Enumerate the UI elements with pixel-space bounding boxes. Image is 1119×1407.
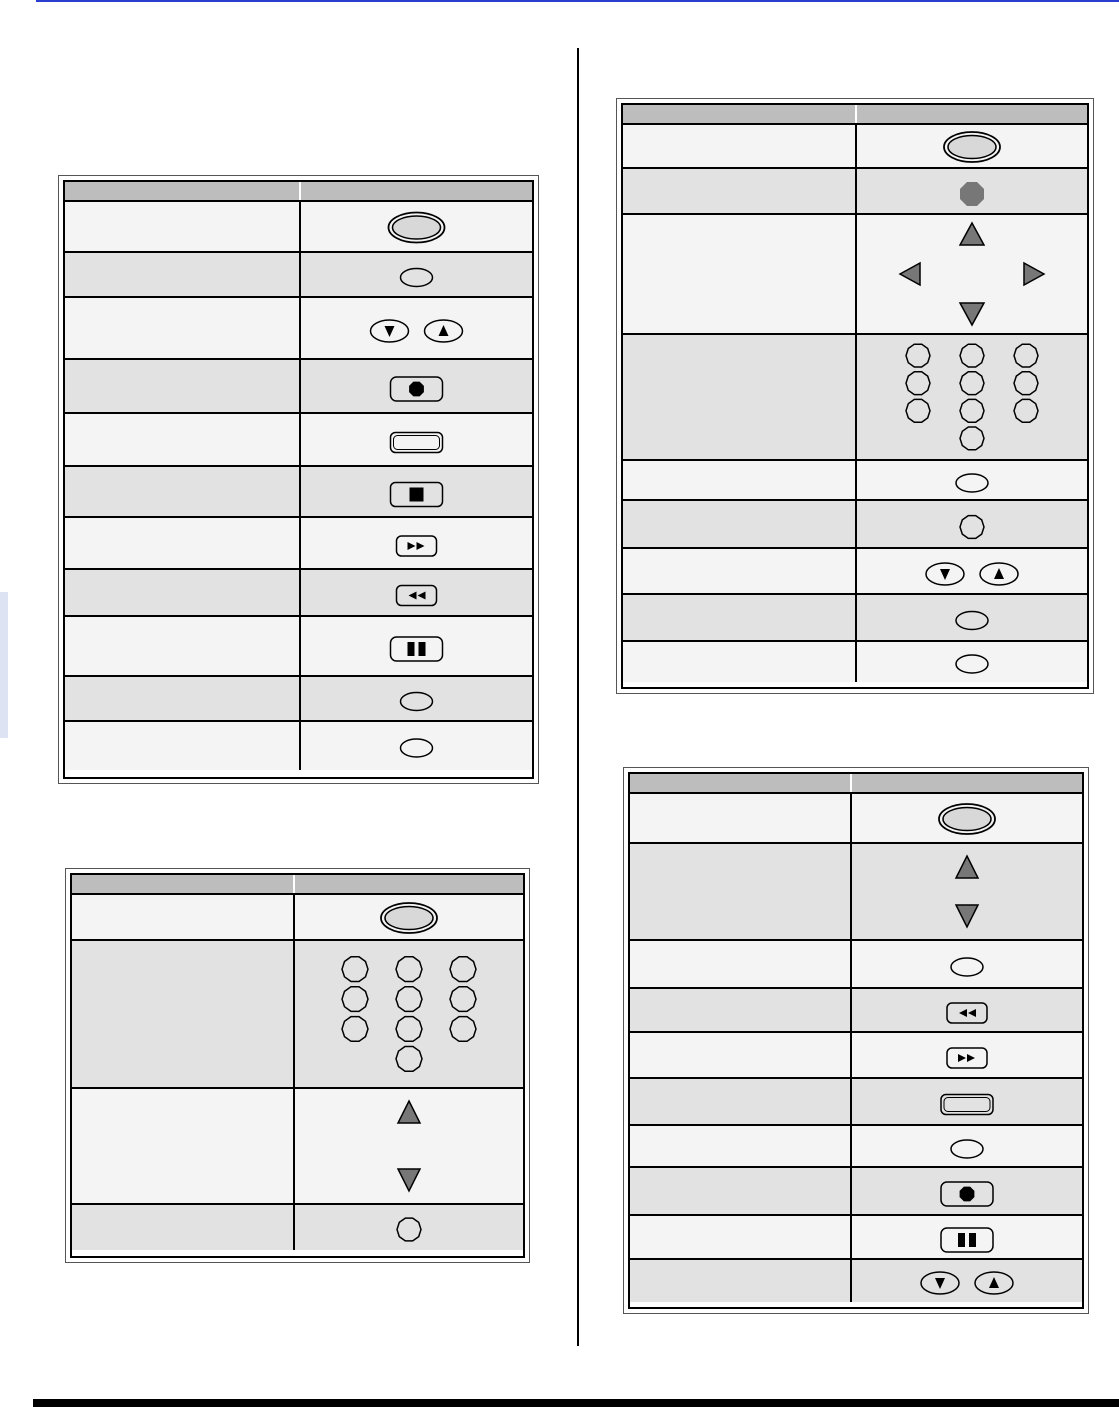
blank-rect-button-icon: [852, 1079, 1082, 1124]
header-cell-feature: [72, 875, 295, 893]
table-row: [630, 844, 1082, 941]
bottom-rule: [33, 1399, 1119, 1407]
large-oval-button-icon: [295, 895, 523, 939]
feature-label: [65, 570, 301, 615]
feature-label: [72, 941, 295, 1087]
table-row: [65, 518, 532, 570]
table-top-left: [58, 175, 539, 784]
feature-label: [65, 202, 301, 251]
table-bottom-right: [623, 767, 1089, 1314]
table-row: [630, 1126, 1082, 1168]
table-row: [623, 335, 1087, 461]
table-row: [65, 298, 532, 360]
button-cell: [852, 1260, 1082, 1302]
large-oval-button-icon: [852, 794, 1082, 842]
table-row: [630, 989, 1082, 1033]
header-cell-button: [852, 774, 1082, 792]
small-oval-button-icon: [857, 461, 1087, 499]
button-cell: [301, 467, 532, 516]
table-row: [623, 642, 1087, 682]
feature-label: [65, 253, 301, 296]
feature-label: [623, 642, 857, 682]
header-cell-feature: [65, 182, 301, 200]
button-cell: [295, 1205, 523, 1250]
feature-label: [630, 844, 852, 939]
fast-forward-button-icon: [852, 1033, 1082, 1077]
table-header: [72, 875, 523, 895]
button-cell: [857, 335, 1087, 459]
small-oval-button-icon: [301, 722, 532, 768]
feature-label: [630, 1126, 852, 1166]
round-button-icon: [857, 501, 1087, 547]
large-oval-button-icon: [857, 125, 1087, 167]
table-header: [630, 774, 1082, 794]
table-row: [72, 895, 523, 941]
button-cell: [301, 677, 532, 720]
header-cell-feature: [630, 774, 852, 792]
table-row: [630, 1260, 1082, 1302]
header-cell-button: [295, 875, 523, 893]
table-header: [623, 105, 1087, 125]
small-oval-button-icon: [301, 253, 532, 296]
side-tab: [0, 592, 8, 738]
feature-label: [65, 722, 301, 770]
feature-label: [630, 1260, 852, 1302]
pause-button-icon: [301, 617, 532, 675]
up-down-arrow-buttons-icon: [852, 1260, 1082, 1300]
table-row: [623, 549, 1087, 595]
directional-pad-icon: [857, 215, 1087, 333]
feature-label: [65, 298, 301, 358]
table-row: [65, 570, 532, 617]
feature-label: [630, 1033, 852, 1077]
feature-label: [630, 989, 852, 1031]
table-row: [65, 253, 532, 298]
feature-label: [65, 617, 301, 675]
table-row: [630, 941, 1082, 989]
table-row: [623, 169, 1087, 215]
feature-label: [630, 1079, 852, 1124]
feature-label: [630, 794, 852, 842]
button-cell: [852, 844, 1082, 939]
small-oval-button-icon: [852, 941, 1082, 987]
feature-label: [623, 595, 857, 640]
small-oval-button-icon: [857, 642, 1087, 680]
table-row: [630, 1168, 1082, 1216]
button-cell: [857, 642, 1087, 682]
button-cell: [852, 1126, 1082, 1166]
table-frame: [70, 873, 525, 1258]
table-row: [72, 1205, 523, 1250]
button-cell: [301, 360, 532, 412]
blank-rect-button-icon: [301, 414, 532, 465]
table-row: [623, 215, 1087, 335]
table-row: [65, 202, 532, 253]
feature-label: [623, 169, 857, 213]
octagon-button-icon: [857, 169, 1087, 213]
button-cell: [301, 202, 532, 251]
button-cell: [301, 518, 532, 568]
up-down-triangles-icon: [295, 1089, 523, 1203]
feature-label: [630, 1168, 852, 1214]
small-oval-button-icon: [857, 595, 1087, 640]
feature-label: [630, 941, 852, 987]
button-cell: [857, 169, 1087, 213]
feature-label: [65, 518, 301, 568]
button-cell: [852, 1168, 1082, 1214]
feature-label: [623, 125, 857, 167]
table-row: [630, 1033, 1082, 1079]
header-cell-button: [301, 182, 532, 200]
button-cell: [295, 941, 523, 1087]
table-row: [65, 677, 532, 722]
button-cell: [295, 895, 523, 939]
small-oval-button-icon: [301, 677, 532, 720]
table-top-right: [616, 98, 1094, 694]
button-cell: [852, 1079, 1082, 1124]
button-cell: [852, 941, 1082, 987]
header-cell-feature: [623, 105, 857, 123]
feature-label: [630, 1216, 852, 1258]
feature-label: [623, 501, 857, 547]
table-row: [630, 794, 1082, 844]
button-cell: [852, 1033, 1082, 1077]
button-cell: [857, 125, 1087, 167]
feature-label: [72, 895, 295, 939]
stop-button-icon: [301, 467, 532, 516]
small-oval-button-icon: [852, 1126, 1082, 1166]
button-cell: [301, 414, 532, 465]
record-button-icon: [301, 360, 532, 412]
table-frame: [63, 180, 534, 779]
button-cell: [857, 215, 1087, 333]
feature-label: [623, 549, 857, 593]
button-cell: [301, 722, 532, 770]
button-cell: [301, 298, 532, 358]
table-frame: [628, 772, 1084, 1309]
record-button-icon: [852, 1168, 1082, 1214]
table-row: [623, 595, 1087, 642]
up-down-triangles-icon: [852, 844, 1082, 939]
table-row: [623, 461, 1087, 501]
table-row: [65, 414, 532, 467]
feature-label: [65, 360, 301, 412]
table-row: [630, 1216, 1082, 1260]
button-cell: [857, 549, 1087, 593]
fast-forward-button-icon: [301, 518, 532, 568]
table-row: [623, 501, 1087, 549]
table-frame: [621, 103, 1089, 689]
table-header: [65, 182, 532, 202]
feature-label: [72, 1089, 295, 1203]
rewind-button-icon: [852, 989, 1082, 1031]
table-row: [623, 125, 1087, 169]
table-row: [65, 617, 532, 677]
table-row: [630, 1079, 1082, 1126]
top-rule: [36, 0, 1119, 2]
feature-label: [65, 677, 301, 720]
large-oval-button-icon: [301, 202, 532, 251]
feature-label: [623, 215, 857, 333]
rewind-button-icon: [301, 570, 532, 615]
button-cell: [852, 1216, 1082, 1258]
table-row: [65, 360, 532, 414]
number-keypad-icon: [857, 335, 1087, 459]
table-row: [65, 467, 532, 518]
up-down-arrow-buttons-icon: [301, 298, 532, 358]
button-cell: [857, 501, 1087, 547]
column-divider: [577, 48, 579, 1346]
button-cell: [301, 617, 532, 675]
feature-label: [65, 414, 301, 465]
feature-label: [623, 461, 857, 499]
button-cell: [852, 794, 1082, 842]
button-cell: [295, 1089, 523, 1203]
feature-label: [72, 1205, 295, 1250]
button-cell: [852, 989, 1082, 1031]
feature-label: [623, 335, 857, 459]
table-row: [72, 941, 523, 1089]
round-button-icon: [295, 1205, 523, 1248]
up-down-arrow-buttons-icon: [857, 549, 1087, 593]
header-cell-button: [857, 105, 1087, 123]
table-row: [72, 1089, 523, 1205]
button-cell: [857, 595, 1087, 640]
feature-label: [65, 467, 301, 516]
pause-button-icon: [852, 1216, 1082, 1258]
button-cell: [301, 253, 532, 296]
table-bottom-left: [65, 868, 530, 1263]
number-keypad-icon: [295, 941, 523, 1087]
button-cell: [857, 461, 1087, 499]
button-cell: [301, 570, 532, 615]
table-row: [65, 722, 532, 770]
